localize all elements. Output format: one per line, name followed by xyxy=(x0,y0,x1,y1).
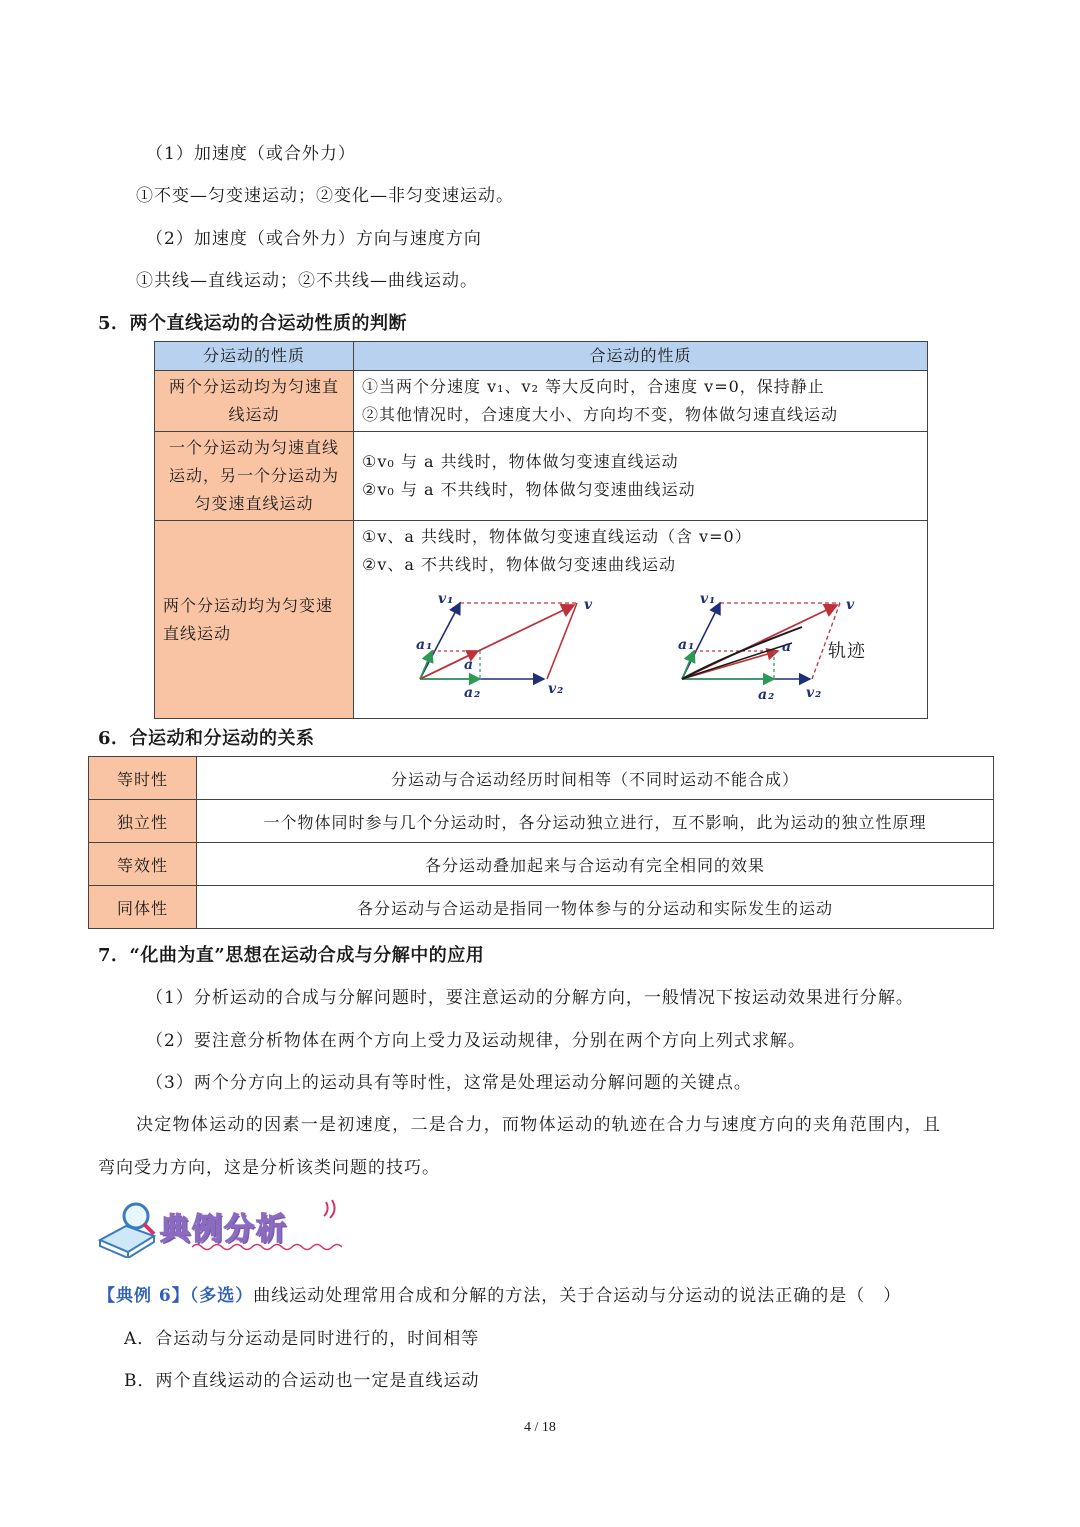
table-row-content xyxy=(354,432,928,521)
sound-waves-icon xyxy=(322,1198,342,1222)
label-v: v xyxy=(846,597,856,613)
table-header-left: 分运动的性质 xyxy=(155,342,354,371)
option-b: B．两个直线运动的合运动也一定是直线运动 xyxy=(124,1371,480,1391)
content-line: ①v₀ 与 a 共线时，物体做匀变速直线运动 xyxy=(362,452,679,471)
example-question-text: 曲线运动处理常用合成和分解的方法，关于合运动与分运动的说法正确的是（ ） xyxy=(253,1286,902,1306)
diagram-left xyxy=(416,591,593,701)
content-line: ①当两个分速度 v₁、v₂ 等大反向时，合速度 v=0，保持静止 xyxy=(362,377,825,396)
relation-label: 等时性 xyxy=(89,757,197,800)
example-banner-title: 典例分析 xyxy=(160,1212,288,1247)
relation-text: 各分运动叠加起来与合运动有完全相同的效果 xyxy=(197,843,994,886)
content-line: ①v、a 共线时，物体做匀变速直线运动（含 v=0） xyxy=(362,527,752,546)
line-accel-2: ①不变—匀变速运动；②变化—非匀变速运动。 xyxy=(136,186,514,206)
relation-table xyxy=(88,756,994,929)
option-a: A．合运动与分运动是同时进行的，时间相等 xyxy=(124,1329,480,1349)
label-a: a xyxy=(464,657,475,673)
example-label: 【典例 6】（多选） xyxy=(98,1286,254,1306)
book-magnifier-icon xyxy=(96,1196,166,1258)
relation-text: 各分运动与合运动是指同一物体参与的分运动和实际发生的运动 xyxy=(197,886,994,929)
section7-item: （2）要注意分析物体在两个方向上受力及运动规律，分别在两个方向上列式求解。 xyxy=(146,1031,806,1051)
relation-text: 分运动与合运动经历时间相等（不同时运动不能合成） xyxy=(197,757,994,800)
relation-label: 同体性 xyxy=(89,886,197,929)
content-line: ②其他情况时，合速度大小、方向均不变，物体做匀速直线运动 xyxy=(362,405,839,424)
vector-diagrams xyxy=(362,587,918,715)
label-v2: v₂ xyxy=(548,681,565,697)
label-a2: a₂ xyxy=(758,687,776,703)
section7-item: （1）分析运动的合成与分解问题时，要注意运动的分解方向，一般情况下按运动效果进行分解。 xyxy=(146,988,914,1008)
section6-heading: 6．合运动和分运动的关系 xyxy=(98,728,315,749)
relation-text: 一个物体同时参与几个分运动时，各分运动独立进行，互不影响，此为运动的独立性原理 xyxy=(197,800,994,843)
wavy-underline xyxy=(192,1242,342,1252)
label-v2: v₂ xyxy=(806,685,823,701)
motion-properties-table xyxy=(154,341,928,719)
section7-heading: 7．“化曲为直”思想在运动合成与分解中的应用 xyxy=(98,945,485,966)
content-line: ②v、a 不共线时，物体做匀变速曲线运动 xyxy=(362,555,677,574)
example-question xyxy=(98,1281,901,1306)
label-a2: a₂ xyxy=(464,685,482,701)
table-row-content xyxy=(354,521,928,719)
relation-label: 等效性 xyxy=(89,843,197,886)
label-v1: v₁ xyxy=(700,591,717,607)
table-row-content xyxy=(354,371,928,432)
section5-heading: 5．两个直线运动的合运动性质的判断 xyxy=(98,313,408,334)
table-row-label: 两个分运动均为匀速直线运动 xyxy=(155,371,354,432)
example-banner xyxy=(96,1196,346,1258)
section7-paragraph-line: 决定物体运动的因素一是初速度，二是合力，而物体运动的轨迹在合力与速度方向的夹角范围内，且 xyxy=(136,1115,942,1135)
label-v: v xyxy=(584,597,594,613)
relation-label: 独立性 xyxy=(89,800,197,843)
line-accel-1: （1）加速度（或合外力） xyxy=(146,144,356,164)
content-line: ②v₀ 与 a 不共线时，物体做匀变速曲线运动 xyxy=(362,480,696,499)
section7-paragraph-line: 弯向受力方向，这是分析该类问题的技巧。 xyxy=(98,1158,440,1178)
label-track: 轨迹 xyxy=(828,641,866,662)
line-accel-4: ①共线—直线运动；②不共线—曲线运动。 xyxy=(136,271,478,291)
label-v1: v₁ xyxy=(438,591,455,607)
table-header-right: 合运动的性质 xyxy=(354,342,928,371)
diagram-right xyxy=(678,591,866,703)
section7-item: （3）两个分方向上的运动具有等时性，这常是处理运动分解问题的关键点。 xyxy=(146,1073,752,1093)
table-row-label: 一个分运动为匀速直线运动，另一个分运动为匀变速直线运动 xyxy=(155,432,354,521)
page-number: 4 / 18 xyxy=(524,1420,556,1435)
label-a1: a₁ xyxy=(678,637,696,653)
line-accel-3: （2）加速度（或合外力）方向与速度方向 xyxy=(146,229,482,249)
table-row-label: 两个分运动均为匀变速直线运动 xyxy=(155,521,354,719)
label-a: a xyxy=(782,639,793,655)
label-a1: a₁ xyxy=(416,637,434,653)
